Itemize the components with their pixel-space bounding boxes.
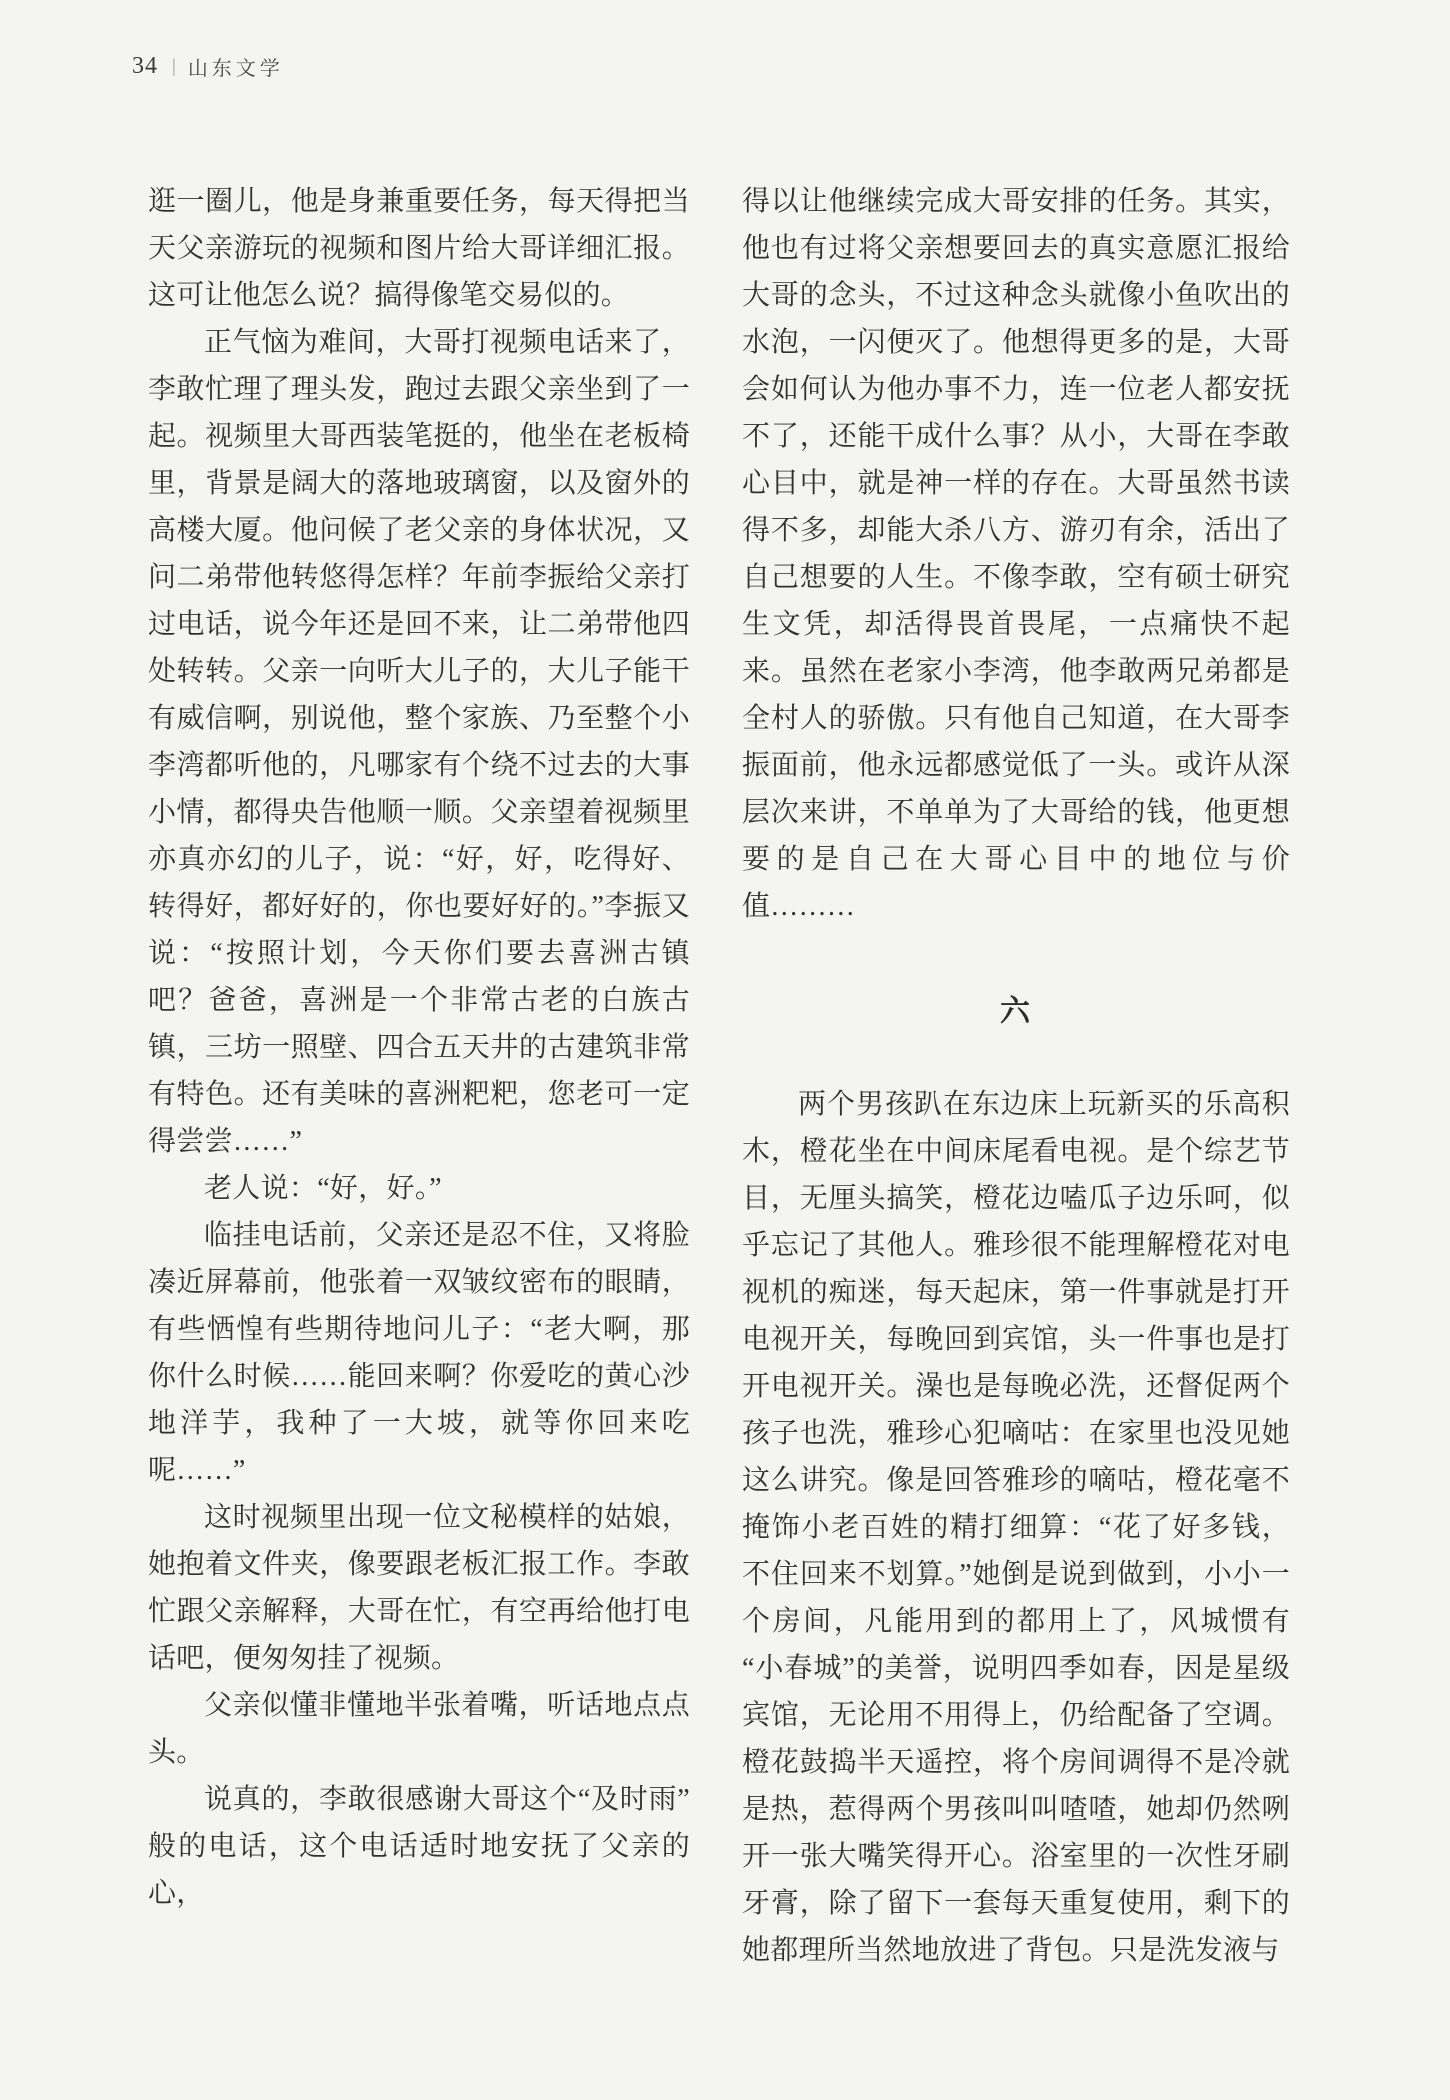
paragraph: 这时视频里出现一位文秘模样的姑娘，她抱着文件夹，像要跟老板汇报工作。李敢忙跟父亲解释，大哥在忙，有空再给他打电话吧，便匆匆挂了视频。 xyxy=(148,1502,690,1674)
paragraph: 两个男孩趴在东边床上玩新买的乐高积木，橙花坐在中间床尾看电视。是个综艺节目，无厘头搞笑，橙花边嗑瓜子边乐呵，似乎忘记了其他人。雅珍很不能理解橙花对电视机的痴迷，每天起床，第一件事就是打开电视开关，每晚回到宾馆，头一件事也是打开电视开关。澡也是每晚必洗，还督促两个孩子也洗，雅珍心犯嘀咕：在家里也没见她这么讲究。像是回答雅珍的嘀咕，橙花毫不掩饰小老百姓的精打细算：“花了好多钱，不住回来不划算。”她倒是说到做到，小小一个房间，凡能用到的都用上了，风城惯有“小春城”的美誉，说明四季如春，因是星级宾馆，无论用不用得上，仍给配备了空调。橙花鼓捣半天遥控，将个房间调得不是冷就是热，惹得两个男孩叫叫喳喳，她却仍然咧开一张大嘴笑得开心。浴室里的一次性牙刷牙膏，除了留下一套每天重复使用，剩下的她都理所当然地放进了背包。只是洗发液与 xyxy=(742,1089,1290,1966)
paragraph: 临挂电话前，父亲还是忍不住，又将脸凑近屏幕前，他张着一双皱纹密布的眼睛，有些恓惶有些期待地问儿子：“老大啊，那你什么时候……能回来啊？你爱吃的黄心沙地洋芋，我种了一大坡，就等你回来吃呢……” xyxy=(148,1220,690,1486)
left-column xyxy=(148,178,690,1974)
paragraph: 老人说：“好，好。” xyxy=(204,1173,442,1204)
magazine-title: 山东文学 xyxy=(187,58,284,80)
right-column xyxy=(742,178,1290,1974)
paragraph: 逛一圈儿，他是身兼重要任务，每天得把当天父亲游玩的视频和图片给大哥详细汇报。这可让他怎么说？搞得像笔交易似的。 xyxy=(148,186,690,311)
paragraph: 父亲似懂非懂地半张着嘴，听话地点点头。 xyxy=(148,1690,690,1768)
paragraph: 说真的，李敢很感谢大哥这个“及时雨”般的电话，这个电话适时地安抚了父亲的心， xyxy=(148,1784,690,1909)
header-divider: | xyxy=(172,55,176,77)
page-number: 34 xyxy=(132,53,158,79)
paragraph: 得以让他继续完成大哥安排的任务。其实，他也有过将父亲想要回去的真实意愿汇报给大哥的念头，不过这种念头就像小鱼吹出的水泡，一闪便灭了。他想得更多的是，大哥会如何认为他办事不力，连一位老人都安抚不了，还能干成什么事？从小，大哥在李敢心目中，就是神一样的存在。大哥虽然书读得不多，却能大杀八方、游刃有余，活出了自己想要的人生。不像李敢，空有硕士研究生文凭，却活得畏首畏尾，一点痛快不起来。虽然在老家小李湾，他李敢两兄弟都是全村人的骄傲。只有他自己知道，在大哥李振面前，他永远都感觉低了一头。或许从深层次来讲，不单单为了大哥给的钱，他更想要的是自己在大哥心目中的地位与价值……… xyxy=(742,186,1290,922)
story-body xyxy=(148,178,1290,1974)
page-header xyxy=(132,52,284,81)
section-heading: 六 xyxy=(1000,995,1032,1028)
paragraph: 正气恼为难间，大哥打视频电话来了，李敢忙理了理头发，跑过去跟父亲坐到了一起。视频里大哥西装笔挺的，他坐在老板椅里，背景是阔大的落地玻璃窗，以及窗外的高楼大厦。他问候了老父亲的身体状况，又问二弟带他转悠得怎样？年前李振给父亲打过电话，说今年还是回不来，让二弟带他四处转转。父亲一向听大儿子的，大儿子能干有威信啊，别说他，整个家族、乃至整个小李湾都听他的，凡哪家有个绕不过去的大事小情，都得央告他顺一顺。父亲望着视频里亦真亦幻的儿子，说：“好，好，吃得好、转得好，都好好的，你也要好好的。”李振又说：“按照计划，今天你们要去喜洲古镇吧？爸爸，喜洲是一个非常古老的白族古镇，三坊一照壁、四合五天井的古建筑非常有特色。还有美味的喜洲粑粑，您老可一定得尝尝……” xyxy=(148,327,690,1157)
